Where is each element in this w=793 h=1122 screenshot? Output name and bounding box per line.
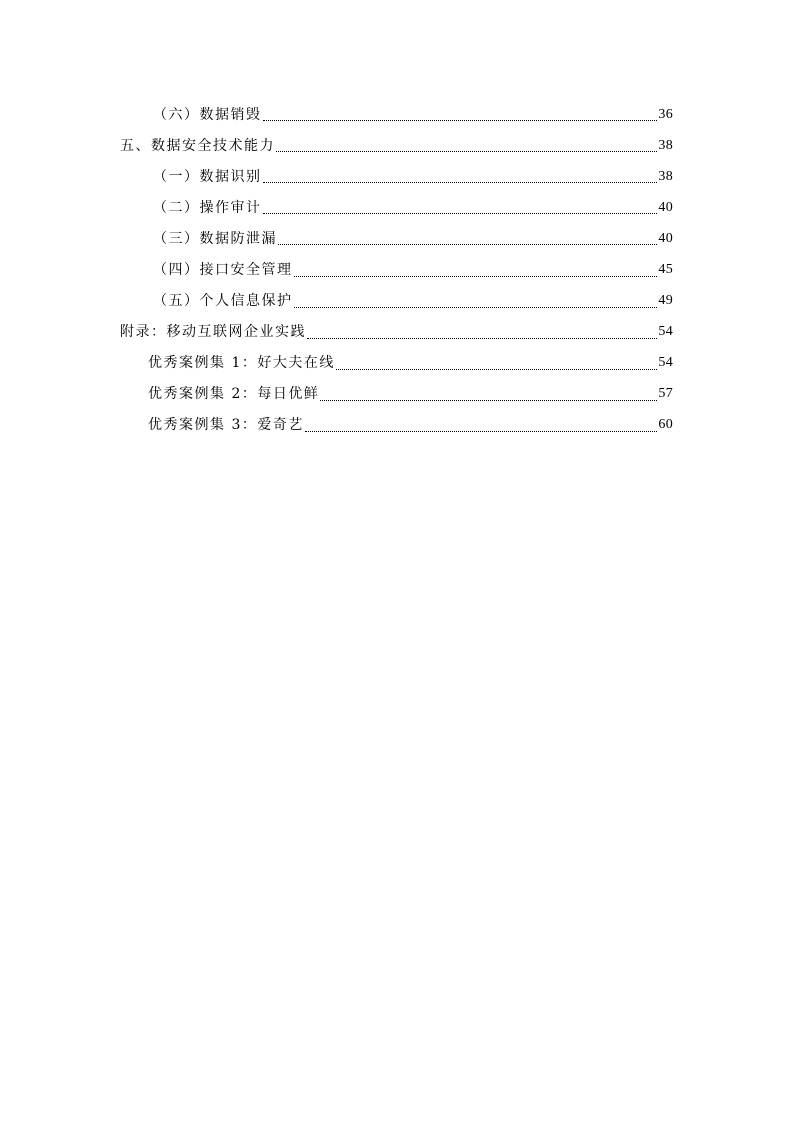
toc-entry-case-2[interactable] (120, 379, 673, 410)
toc-entry-title: 优秀案例集 3：爱奇艺 (148, 417, 304, 434)
toc-entry-title: （六）数据销毁 (153, 106, 262, 123)
toc-leader-dots (305, 430, 658, 432)
toc-entry-page: 40 (658, 230, 673, 246)
toc-leader-dots (320, 399, 657, 401)
toc-entry-interface-security[interactable] (120, 254, 673, 285)
toc-entry-data-identification[interactable] (120, 161, 673, 192)
toc-entry-personal-info[interactable] (120, 286, 673, 317)
toc-entry-security-tech[interactable] (120, 130, 673, 161)
toc-leader-dots (276, 150, 657, 152)
table-of-contents (120, 99, 673, 441)
toc-entry-page: 54 (658, 355, 673, 371)
toc-entry-operation-audit[interactable] (120, 192, 673, 223)
toc-entry-data-destruction[interactable] (120, 99, 673, 130)
toc-entry-page: 60 (658, 417, 673, 433)
toc-entry-title: 附录：移动互联网企业实践 (120, 324, 306, 341)
toc-entry-page: 57 (658, 386, 673, 402)
toc-leader-dots (294, 275, 658, 277)
toc-entry-page: 38 (658, 168, 673, 184)
toc-entry-title: 五、数据安全技术能力 (120, 137, 275, 154)
toc-entry-title: 优秀案例集 1：好大夫在线 (148, 355, 335, 372)
toc-entry-title: 优秀案例集 2：每日优鲜 (148, 386, 320, 403)
toc-entry-page: 49 (658, 293, 673, 309)
toc-leader-dots (263, 119, 658, 121)
toc-entry-appendix[interactable] (120, 317, 673, 348)
toc-entry-page: 54 (658, 324, 673, 340)
toc-leader-dots (263, 212, 658, 214)
toc-entry-page: 45 (658, 262, 673, 278)
toc-entry-title: （五）个人信息保护 (153, 293, 293, 310)
toc-entry-title: （四）接口安全管理 (153, 262, 293, 279)
toc-entry-case-3[interactable] (120, 410, 673, 441)
toc-entry-page: 40 (658, 199, 673, 215)
toc-entry-title: （二）操作审计 (153, 199, 262, 216)
toc-leader-dots (307, 337, 657, 339)
toc-leader-dots (294, 306, 658, 308)
toc-leader-dots (278, 243, 657, 245)
toc-entry-title: （三）数据防泄漏 (153, 230, 277, 247)
toc-leader-dots (263, 181, 658, 183)
toc-leader-dots (336, 368, 658, 370)
toc-entry-dlp[interactable] (120, 223, 673, 254)
toc-entry-title: （一）数据识别 (153, 168, 262, 185)
toc-entry-page: 36 (658, 106, 673, 122)
toc-entry-page: 38 (658, 137, 673, 153)
toc-entry-case-1[interactable] (120, 348, 673, 379)
